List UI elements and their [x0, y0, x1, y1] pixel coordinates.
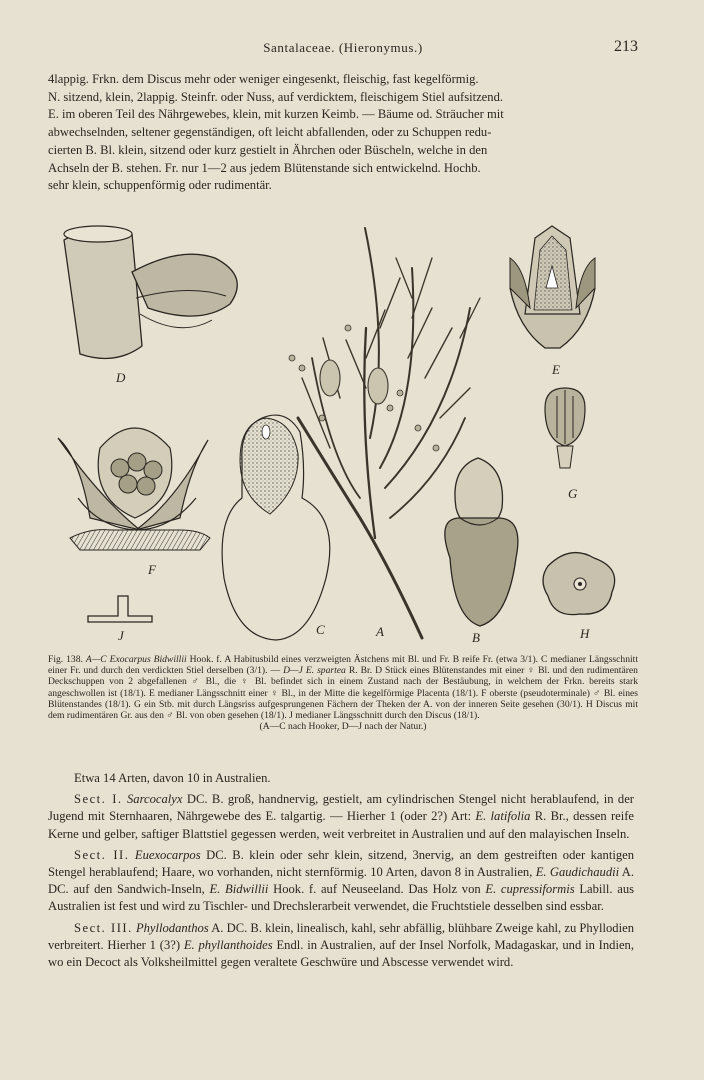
- figure-b-ripe-fruit: [445, 458, 518, 626]
- figure-d-stem-piece: [64, 226, 237, 359]
- caption-species-2: E. spartea: [305, 665, 346, 677]
- label-e: E: [552, 362, 560, 377]
- section-2-name: Euexocarpos: [134, 847, 201, 862]
- caption-sources: (A—C nach Hooker, D—J nach der Natur.): [259, 721, 427, 733]
- intro-line: 4lappig. Frkn. dem Discus mehr oder weniger eingesenkt, fleischig, fast kegelförmig.: [48, 72, 479, 86]
- section-3: [48, 920, 634, 972]
- intro-line: N. sitzend, klein, 2lappig. Steinfr. oder Nuss, auf verdicktem, fleischigem Stiel aufsitzend.: [48, 89, 504, 104]
- section-2: [48, 847, 634, 916]
- figure-f-male-flower: [58, 428, 210, 550]
- section-2-label: Sect. II.: [74, 847, 130, 862]
- body-text: [48, 770, 634, 975]
- section-1-name: Sarcocalyx: [126, 792, 183, 807]
- section-2-species-b: E. Bidwillii: [209, 882, 269, 897]
- section-2-text-b: A. DC. auf den Sandwich-Inseln,: [48, 865, 635, 897]
- caption-author: Hook. f.: [189, 654, 222, 665]
- section-3-text-a: A. DC. B. klein, linealisch, kahl, sehr abfällig, blühbare Zweige kahl, zu Phyllodien verbreitert. Hierher 1 (3?): [48, 920, 634, 952]
- figure-illustration: [40, 218, 670, 648]
- section-3-name: Phyllodanthos: [135, 920, 209, 935]
- figure-j-discus-section: [88, 596, 152, 622]
- caption-species: Exocarpus Bidwillii: [109, 654, 187, 665]
- label-f: F: [148, 562, 156, 577]
- caption-fig-label: Fig. 138.: [48, 654, 83, 665]
- caption-range-2: D—J: [283, 665, 303, 677]
- label-b: B: [472, 630, 480, 645]
- section-1: [48, 791, 634, 843]
- label-h: H: [580, 626, 590, 641]
- intro-line: Achseln der B. stehen. Fr. nur 1—2 aus jedem Blütenstande sich entwickelnd. Hochb.: [48, 160, 481, 175]
- figure-g-stamen: [545, 388, 585, 468]
- section-3-species: E. phyllanthoides: [183, 937, 273, 952]
- figure-caption: [48, 654, 638, 732]
- section-3-label: Sect. III.: [74, 920, 133, 935]
- label-a: A: [376, 624, 384, 639]
- botanical-figure: [40, 218, 670, 648]
- section-2-species-c: E. cupressiformis: [485, 882, 575, 897]
- running-title: Santalaceae. (Hieronymus.): [263, 40, 423, 55]
- intro-line: abwechselnden, seltener gegenständigen, oft leicht abfallenden, oder zu Schuppen redu-: [48, 125, 492, 140]
- caption-text-2: R. Br. D Stück eines Blütenstandes mit einer ♀ Bl. und den rudimentären Deckschuppen von 2 abgefallenen ♂ Bl., die ♀ Bl. befindet sich in einem Zustand nach der Bestäubung, in welchem der Frkn. bereits stark angeschwollen ist (18/1). E medianer Längsschnitt einer ♀ Bl., in der Mitte die kegelförmige Placenta (18/1). F oberste (pseudoterminale) ♂ Bl. eines Blütenstandes (18/1). G ein Stb. mit durch Längsriss aufgesprungenen Fächern der Theken der A. von der inneren Seite gesehen (30/1). H Discus mit dem rudimentären Gr. aus den ♂ Bl. von oben gesehen (18/1). J medianer Längsschnitt durch den Discus (18/1).: [48, 665, 638, 722]
- page-number: 213: [614, 38, 638, 55]
- section-1-label: Sect. I.: [74, 792, 123, 807]
- label-j: J: [118, 628, 124, 643]
- section-3-text-b: Endl. in Australien, auf der Insel Norfolk, Madagaskar, und in Indien, wo ein Decoct als Volksheilmittel gegen veraltete Geschwüre und Abscesse verwendet wird.: [48, 937, 634, 970]
- label-c: C: [316, 622, 325, 637]
- summary-line: Etwa 14 Arten, davon 10 in Australien.: [74, 771, 271, 785]
- section-2-species-a: E. Gaudichaudii: [535, 865, 620, 880]
- section-1-text-a: DC. B. groß, handnervig, gestielt, am cylindrischen Stengel nicht herablaufend, in der Jugend mit Sternhaaren, Nährgewebe des E. talgartig. — Hierher 1 (oder 2?) Art:: [48, 792, 634, 824]
- figure-c-fruit-section: [222, 415, 330, 640]
- label-g: G: [568, 486, 578, 501]
- caption-text-1: A Habitusbild eines verzweigten Ästchens mit Bl. und Fr. B reife Fr. (etwa 3/1). C medianer Längsschnitt einer Fr. und durch den verdickten Stiel derselben (3/1). —: [48, 654, 639, 677]
- running-head: [48, 40, 638, 62]
- intro-paragraph: [48, 71, 634, 195]
- intro-line: sehr klein, schuppenförmig oder rudimentär.: [48, 178, 272, 193]
- figure-h-discus-top: [543, 553, 615, 615]
- section-1-species: E. latifolia: [475, 809, 531, 824]
- caption-range: A—C: [85, 654, 107, 665]
- section-2-text-d: Labill. aus Australien ist fest und wird zu Tischler- und Drechslerarbeit verwendet, die Fruchtstiele desselben sind essbar.: [48, 882, 635, 914]
- section-2-text-a: DC. B. klein oder sehr klein, sitzend, 3nervig, an dem gestreiften oder kantigen Stengel herablaufend; Haare, wo vorhanden, nicht sternförmig. 10 Arten, davon 8 in Australien,: [48, 847, 635, 880]
- section-2-text-c: Hook. f. auf Neuseeland. Das Holz von: [273, 882, 481, 897]
- intro-line: E. im oberen Teil des Nährgewebes, klein, mit kurzen Keimb. — Bäume od. Sträucher mit: [48, 107, 504, 122]
- section-1-text-b: R. Br., dessen reife Kerne und gelber, saftiger Blattstiel gegessen werden, weit verbreitet in Australien und auf den malayischen Inseln.: [48, 809, 635, 841]
- label-d: D: [116, 370, 126, 385]
- intro-line: cierten B. Bl. klein, sitzend oder kurz gestielt in Ährchen oder Büscheln, welche in den: [48, 142, 488, 157]
- figure-e-flower-section: [510, 226, 595, 348]
